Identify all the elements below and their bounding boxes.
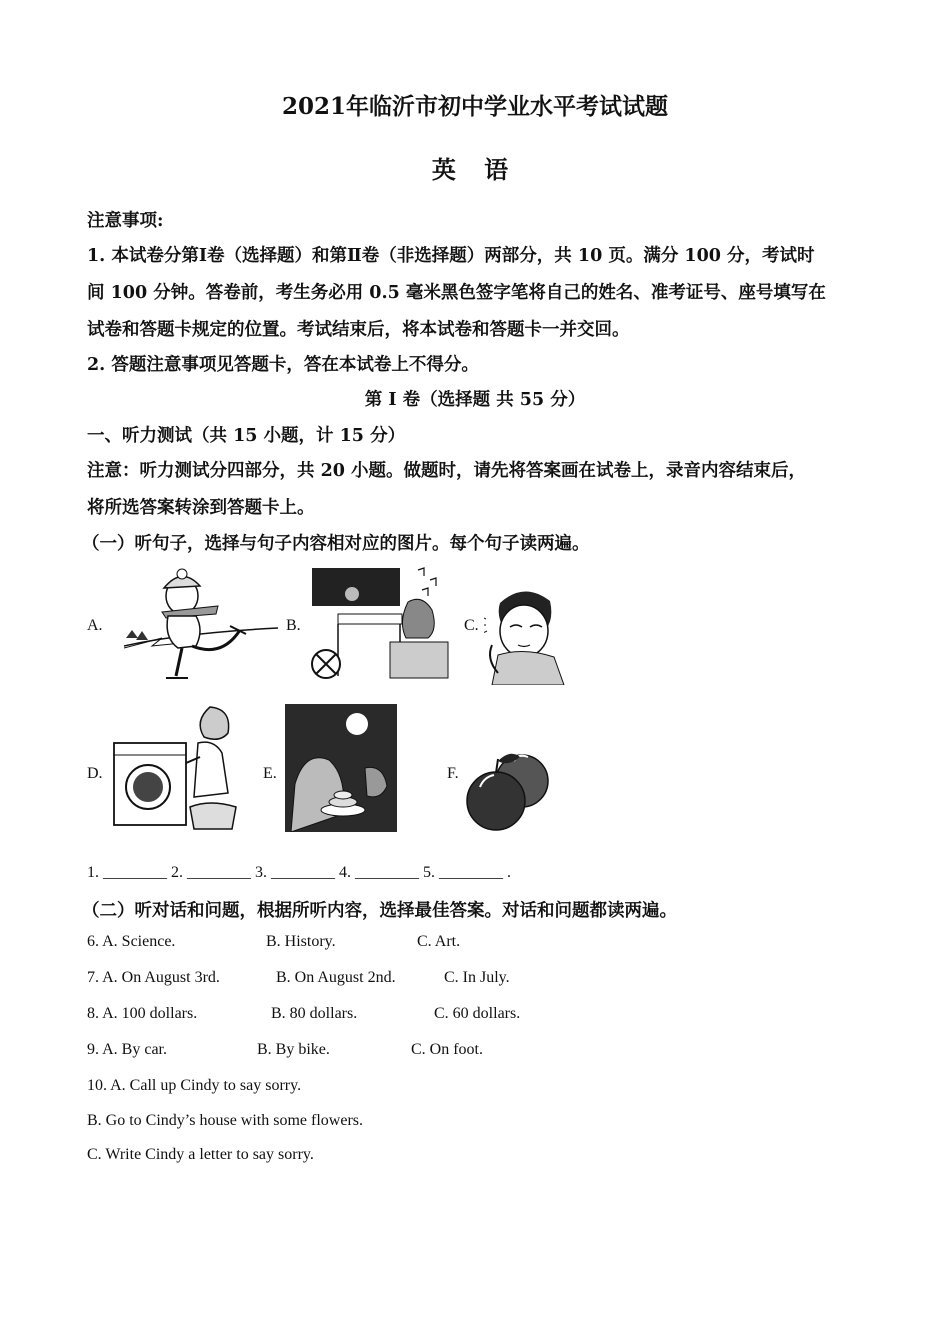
q10-option-b: B. Go to Cindy’s house with some flowers. — [87, 1112, 363, 1129]
notice-line-2: 间 100 分钟。答卷前，考生务必用 0.5 毫米黑色签字笔将自己的姓名、准考证号、座号填写在 — [87, 283, 826, 303]
picture-label-d: D. — [87, 765, 103, 782]
answer-blanks: 1. ________ 2. ________ 3. ________ 4. ________ 5. ________ . — [87, 864, 511, 881]
listening-note-2: 将所选答案转涂到答题卡上。 — [87, 498, 315, 518]
classroom-music-icon — [310, 566, 452, 681]
option-a: A. On August 3rd. — [102, 969, 220, 986]
question-number: 8. — [87, 1005, 99, 1022]
question-row — [87, 1041, 167, 1059]
option-c: C. In July. — [444, 969, 510, 986]
skating-child-icon — [122, 568, 280, 683]
notice-line-4: 2. 答题注意事项见答题卡，答在本试卷上不得分。 — [87, 355, 479, 375]
notice-line-3: 试卷和答题卡规定的位置。考试结束后，将本试卷和答题卡一并交回。 — [87, 320, 630, 340]
picture-label-b: B. — [286, 617, 301, 634]
option-b: B. 80 dollars. — [271, 1005, 358, 1022]
option-c: C. On foot. — [411, 1041, 483, 1058]
option-a: A. 100 dollars. — [102, 1005, 198, 1022]
option-a: A. Science. — [102, 933, 176, 950]
question-row — [87, 933, 175, 951]
question-number: 7. — [87, 969, 99, 986]
option-a: A. By car. — [102, 1041, 167, 1058]
option-c: C. Art. — [417, 933, 461, 950]
q10-option-a: 10. A. Call up Cindy to say sorry. — [87, 1077, 302, 1094]
option-c: C. 60 dollars. — [434, 1005, 521, 1022]
picture-label-e: E. — [263, 765, 277, 782]
page-title: 2021年临沂市初中学业水平考试试题 — [281, 93, 668, 120]
notice-line-1: 1. 本试卷分第Ⅰ卷（选择题）和第Ⅱ卷（非选择题）两部分，共 10 页。满分 100 分，考试时 — [87, 246, 815, 266]
subject-title: 英 语 — [431, 155, 519, 184]
washing-machine-girl-icon — [110, 703, 240, 833]
question-row — [87, 969, 220, 987]
question-row — [87, 1005, 197, 1023]
question-number: 6. — [87, 933, 99, 950]
option-b: B. History. — [266, 933, 336, 950]
question-number: 9. — [87, 1041, 99, 1058]
subsection2-heading: （二）听对话和问题，根据所听内容，选择最佳答案。对话和问题都读两遍。 — [82, 901, 677, 921]
picture-label-a: A. — [87, 617, 103, 634]
tired-boy-icon — [484, 585, 568, 685]
option-b: B. On August 2nd. — [276, 969, 396, 986]
part1-heading: 第 I 卷（选择题 共 55 分） — [364, 390, 586, 410]
listening-note-1: 注意：听力测试分四部分，共 20 小题。做题时，请先将答案画在试卷上，录音内容结束后， — [87, 461, 807, 481]
notice-heading: 注意事项: — [87, 211, 164, 231]
apples-icon — [462, 747, 552, 835]
mooncake-night-icon — [285, 704, 397, 832]
section1-heading: 一、听力测试（共 15 小题，计 15 分） — [87, 426, 406, 446]
option-b: B. By bike. — [257, 1041, 330, 1058]
picture-label-f: F. — [447, 765, 459, 782]
q10-option-c: C. Write Cindy a letter to say sorry. — [87, 1146, 314, 1163]
subsection1-heading: （一）听句子，选择与句子内容相对应的图片。每个句子读两遍。 — [82, 534, 590, 554]
picture-label-c: C. — [464, 617, 479, 634]
